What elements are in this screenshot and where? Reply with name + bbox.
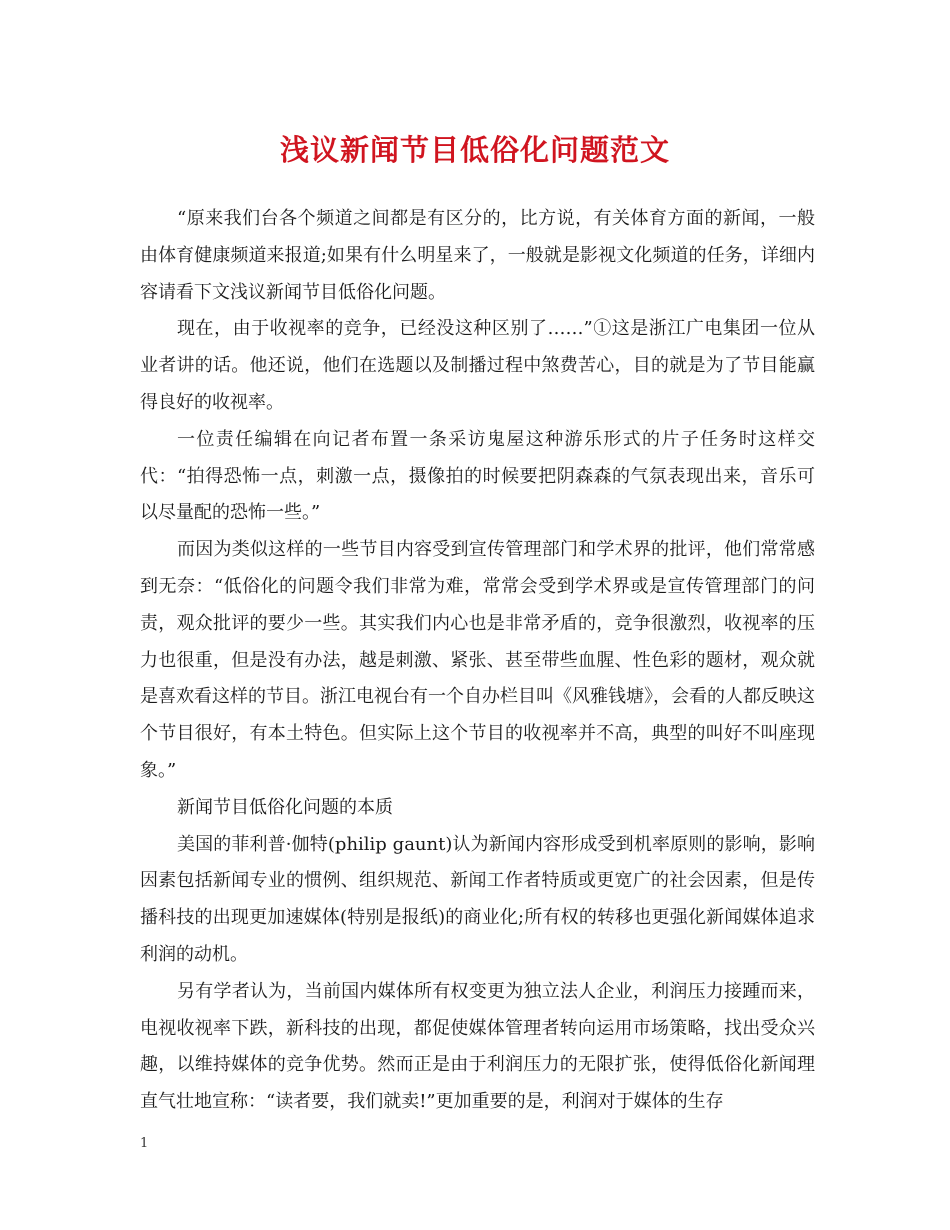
paragraph-editor-instruction: 一位责任编辑在向记者布置一条采访鬼屋这种游乐形式的片子任务时这样交代：“拍得恐怖一点，刺激一点，摄像拍的时候要把阴森森的气氛表现出来，音乐可以尽量配的恐怖一些。” (140, 428, 815, 524)
paragraph-scholars-view: 另有学者认为，当前国内媒体所有权变更为独立法人企业，利润压力接踵而来，电视收视率下跌，新科技的出现，都促使媒体管理者转向运用市场策略，找出受众兴趣，以维持媒体的竞争优势。然而正是由于利润压力的无限扩张，使得低俗化新闻理直气壮地宣称：“读者要，我们就卖!”更加重要的是，利润对于媒体的生存 (140, 980, 815, 1113)
paragraph-criticism: 而因为类似这样的一些节目内容受到宣传管理部门和学术界的批评，他们常常感到无奈：“低俗化的问题令我们非常为难，常常会受到学术界或是宣传管理部门的问责，观众批评的要少一些。其实我们内心也是非常矛盾的，竞争很激烈，收视率的压力也很重，但是没有办法，越是刺激、紧张、甚至带些血腥、性色彩的题材，观众就是喜欢看这样的节目。浙江电视台有一个自办栏目叫《风雅钱塘》，会看的人都反映这个节目很好，有本土特色。但实际上这个节目的收视率并不高，典型的叫好不叫座现象。” (140, 539, 815, 781)
document-body (140, 201, 815, 1121)
section-heading-essence: 新闻节目低俗化问题的本质 (177, 796, 393, 818)
paragraph-philip-gaunt: 美国的菲利普·伽特(philip gaunt)认为新闻内容形成受到机率原则的影响，影响因素包括新闻专业的惯例、组织规范、新闻工作者特质或更宽广的社会因素，但是传播科技的出现更加速媒体(特别是报纸)的商业化;所有权的转移也更强化新闻媒体追求利润的动机。 (140, 833, 815, 965)
page-number: 1 (140, 1136, 149, 1151)
paragraph-intro-quote: “原来我们台各个频道之间都是有区分的，比方说，有关体育方面的新闻，一般由体育健康频道来报道;如果有什么明星来了，一般就是影视文化频道的任务，详细内容请看下文浅议新闻节目低俗化问题。 (140, 208, 815, 303)
paragraph-competition: 现在，由于收视率的竞争，已经没这种区别了……”①这是浙江广电集团一位从业者讲的话。他还说，他们在选题以及制播过程中煞费苦心，目的就是为了节目能赢得良好的收视率。 (140, 318, 815, 413)
page-title: 浅议新闻节目低俗化问题范文 (279, 133, 670, 167)
